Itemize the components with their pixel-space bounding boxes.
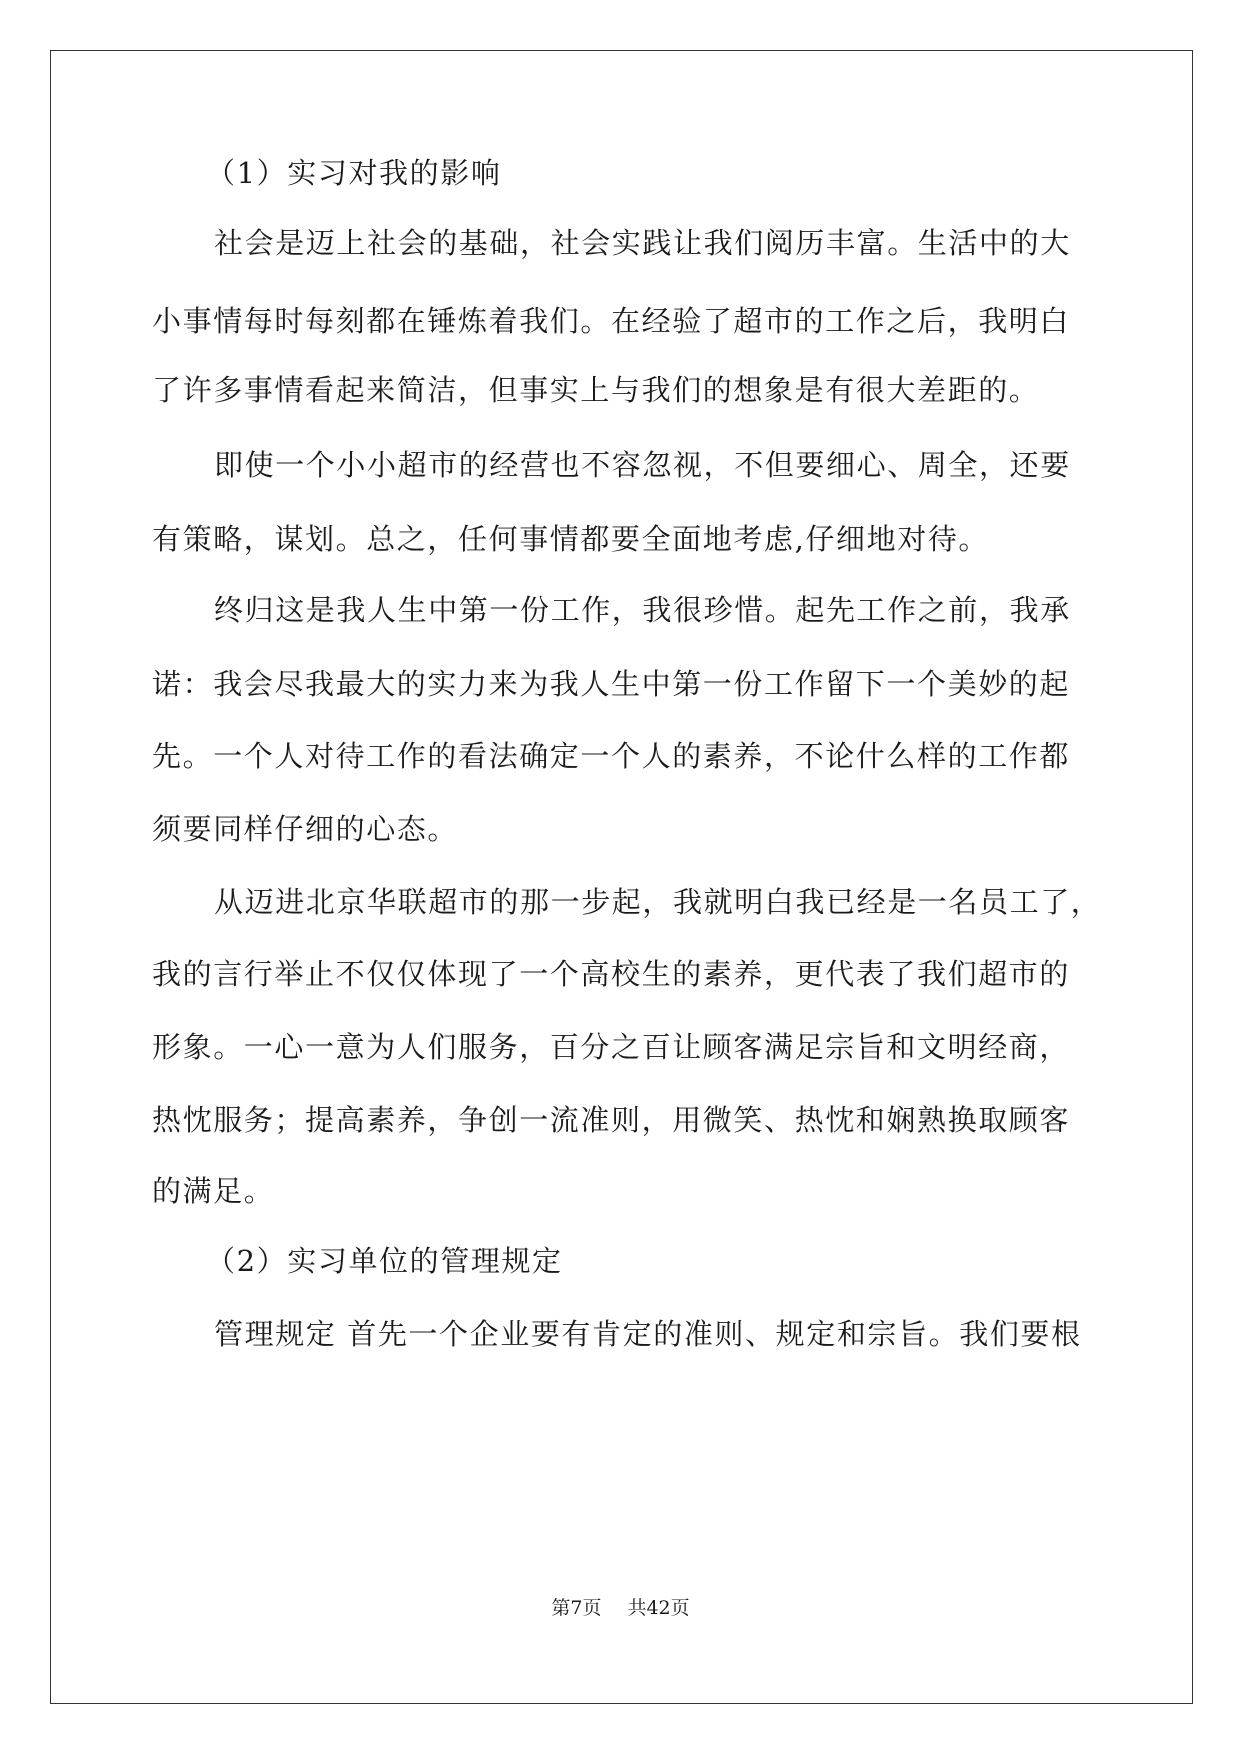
paragraph-line: 终归这是我人生中第一份工作，我很珍惜。起先工作之前，我承 — [214, 593, 1071, 627]
paragraph-line: 了许多事情看起来简洁，但事实上与我们的想象是有很大差距的。 — [152, 373, 1040, 407]
paragraph-line: 社会是迈上社会的基础，社会实践让我们阅历丰富。生活中的大 — [214, 226, 1071, 260]
paragraph-line: 有策略，谋划。总之，任何事情都要全面地考虑,仔细地对待。 — [152, 522, 990, 556]
paragraph-line: 从迈进北京华联超市的那一步起，我就明白我已经是一名员工了， — [214, 885, 1102, 919]
section-heading-1: （1）实习对我的影响 — [206, 156, 502, 190]
page-total: 共42页 — [627, 1597, 690, 1619]
paragraph-line: 的满足。 — [152, 1174, 275, 1208]
paragraph-line: 小事情每时每刻都在锤炼着我们。在经验了超市的工作之后，我明白 — [152, 304, 1071, 338]
paragraph-line: 须要同样仔细的心态。 — [152, 812, 459, 846]
section-heading-2: （2）实习单位的管理规定 — [206, 1244, 563, 1278]
paragraph-line: 管理规定 首先一个企业要有肯定的准则、规定和宗旨。我们要根 — [214, 1317, 1082, 1351]
paragraph-line: 即使一个小小超市的经营也不容忽视，不但要细心、周全，还要 — [214, 448, 1071, 482]
page-number: 第7页 — [551, 1597, 602, 1619]
paragraph-line: 诺：我会尽我最大的实力来为我人生中第一份工作留下一个美妙的起 — [152, 667, 1071, 701]
page-footer — [0, 1596, 1241, 1620]
paragraph-line: 形象。一心一意为人们服务，百分之百让顾客满足宗旨和文明经商， — [152, 1030, 1071, 1064]
paragraph-line: 热忱服务；提高素养，争创一流准则，用微笑、热忱和娴熟换取顾客 — [152, 1103, 1071, 1137]
paragraph-line: 我的言行举止不仅仅体现了一个高校生的素养，更代表了我们超市的 — [152, 957, 1071, 991]
paragraph-line: 先。一个人对待工作的看法确定一个人的素养，不论什么样的工作都 — [152, 739, 1071, 773]
